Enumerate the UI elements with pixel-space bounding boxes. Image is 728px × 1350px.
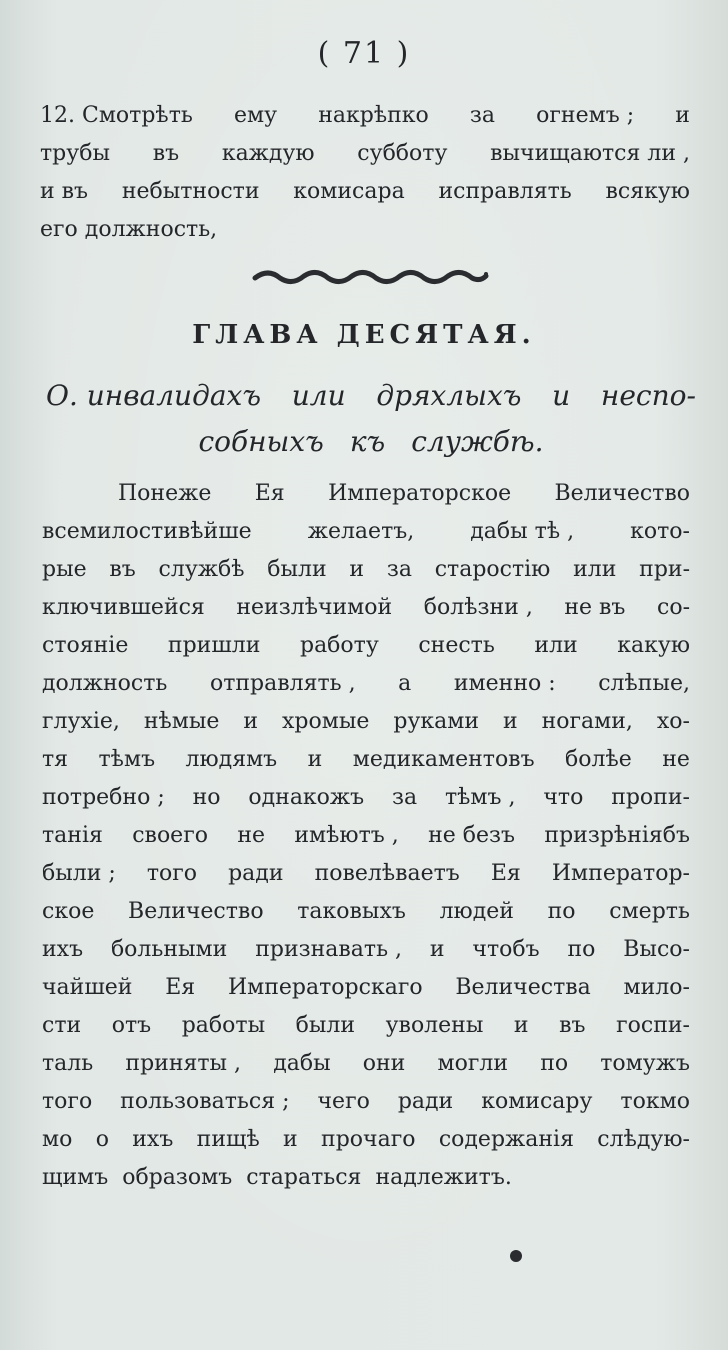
word: и — [307, 746, 323, 772]
text-line — [42, 512, 690, 550]
word: кото- — [630, 518, 690, 544]
text-line — [40, 210, 690, 248]
text-line — [42, 778, 690, 816]
word: въ — [559, 1012, 586, 1038]
word: и — [513, 1012, 529, 1038]
word: таковыхъ — [297, 898, 406, 924]
word: были ; — [42, 860, 116, 886]
word: слѣдую- — [597, 1126, 690, 1152]
word: чайшей — [42, 974, 133, 1000]
word: при- — [639, 556, 690, 582]
word: Император- — [551, 860, 690, 886]
word: вычищаются ли , — [490, 140, 690, 166]
word: должность — [42, 670, 168, 696]
word: накрѣпко — [318, 102, 429, 128]
word: а — [398, 670, 412, 696]
word: за — [392, 784, 418, 810]
page-number: ( 71 ) — [317, 36, 411, 71]
word: и — [552, 378, 571, 412]
word: людей — [439, 898, 514, 924]
word: могли — [437, 1050, 509, 1076]
word: были — [295, 1012, 356, 1038]
word: признавать , — [255, 936, 403, 962]
word: Высо- — [623, 936, 690, 962]
word: не въ — [564, 594, 626, 620]
word: прочаго — [321, 1126, 416, 1152]
word: или — [573, 556, 617, 582]
text-line — [42, 930, 690, 968]
word: службѣ. — [411, 424, 544, 458]
word: имѣютъ , — [294, 822, 399, 848]
ornament-divider — [250, 264, 490, 288]
word: субботу — [357, 140, 448, 166]
word: и въ — [40, 178, 89, 204]
word: томужъ — [600, 1050, 690, 1076]
word: трубы — [40, 140, 110, 166]
word: Понеже — [118, 480, 212, 506]
word: въ — [152, 140, 180, 166]
text-line — [40, 96, 690, 134]
word: комисару — [481, 1088, 593, 1114]
text-line — [40, 172, 690, 210]
word: со- — [657, 594, 690, 620]
word: каждую — [221, 140, 315, 166]
word: смерть — [609, 898, 690, 924]
chapter-subtitle — [46, 372, 696, 464]
word: неизлѣчимой — [236, 594, 393, 620]
word: и — [429, 936, 445, 962]
word: ему — [233, 102, 278, 128]
word: ногами, — [541, 708, 633, 734]
word: неспо- — [600, 378, 696, 412]
word: ради — [228, 860, 284, 886]
word: небытности — [121, 178, 260, 204]
word: отъ — [111, 1012, 152, 1038]
word: призрѣніябъ — [544, 822, 690, 848]
text-line — [42, 968, 690, 1006]
word: именно : — [453, 670, 556, 696]
word: однакожъ — [248, 784, 365, 810]
word: руками — [393, 708, 480, 734]
word: образомъ — [122, 1164, 233, 1190]
text-line — [42, 740, 690, 778]
text-line — [42, 550, 690, 588]
word: огнемъ ; — [536, 102, 635, 128]
word: тѣмъ — [98, 746, 156, 772]
text-line — [42, 892, 690, 930]
word: и — [502, 708, 518, 734]
word: и — [283, 1126, 298, 1152]
word: болѣзни , — [423, 594, 533, 620]
text-line — [40, 134, 690, 172]
word: Ея — [490, 860, 521, 886]
word: слѣпые, — [598, 670, 690, 696]
word: собныхъ — [198, 424, 324, 458]
word: желаетъ, — [307, 518, 415, 544]
body-paragraph — [42, 474, 690, 1196]
word: по — [567, 936, 596, 962]
text-line — [42, 1158, 690, 1196]
word: пользоваться ; — [120, 1088, 290, 1114]
text-line — [42, 1082, 690, 1120]
text-line — [42, 474, 690, 512]
word: къ — [349, 424, 386, 458]
word: мило- — [623, 974, 690, 1000]
word: службѣ — [158, 556, 245, 582]
word: отправлять , — [209, 670, 356, 696]
word: не — [662, 746, 690, 772]
word: того — [146, 860, 198, 886]
word: но — [192, 784, 221, 810]
text-line — [42, 816, 690, 854]
word: или — [534, 632, 578, 658]
word: мо — [42, 1126, 73, 1152]
word: щимъ — [42, 1164, 109, 1190]
word: уволены — [385, 1012, 484, 1038]
word: госпи- — [616, 1012, 690, 1038]
word: и — [243, 708, 259, 734]
word: комисара — [293, 178, 405, 204]
text-line — [42, 1044, 690, 1082]
word: они — [362, 1050, 406, 1076]
word: О. инвалидахъ — [46, 378, 261, 412]
text-line — [42, 626, 690, 664]
text-line — [42, 1006, 690, 1044]
text-line — [42, 854, 690, 892]
word: Императорскаго — [227, 974, 423, 1000]
word: снесть — [418, 632, 495, 658]
word: Ея — [165, 974, 196, 1000]
word: за — [386, 556, 412, 582]
word: о — [95, 1126, 109, 1152]
word: ради — [397, 1088, 454, 1114]
word: дряхлыхъ — [376, 378, 522, 412]
word: нѣмые — [143, 708, 220, 734]
word: ихъ — [132, 1126, 174, 1152]
word: 12. Смотрѣть — [40, 102, 193, 128]
word: и — [349, 556, 365, 582]
word: въ — [109, 556, 136, 582]
word: стараться — [246, 1164, 362, 1190]
word: ихъ — [42, 936, 84, 962]
item-12-paragraph — [40, 96, 690, 248]
word: не безъ — [428, 822, 516, 848]
word: людямъ — [185, 746, 278, 772]
word: токмо — [620, 1088, 690, 1114]
word: повелѣваетъ — [314, 860, 460, 886]
ink-dot — [510, 1250, 522, 1262]
word: приняты , — [125, 1050, 242, 1076]
text-line — [42, 702, 690, 740]
word: по — [540, 1050, 569, 1076]
word: того — [42, 1088, 93, 1114]
subtitle-line — [46, 418, 696, 464]
word: хромые — [282, 708, 370, 734]
word: его должность, — [40, 216, 218, 242]
word: всякую — [605, 178, 690, 204]
word: глухіе, — [42, 708, 120, 734]
word: Величество — [128, 898, 264, 924]
word: что — [543, 784, 584, 810]
word: старостію — [434, 556, 551, 582]
word: рые — [42, 556, 87, 582]
word: Императорское — [328, 480, 512, 506]
word: пришли — [167, 632, 261, 658]
word: или — [291, 378, 346, 412]
word: больными — [110, 936, 228, 962]
chapter-title: ГЛАВА ДЕСЯТАЯ. — [192, 320, 536, 350]
word: за — [469, 102, 496, 128]
word: медикаментовъ — [352, 746, 535, 772]
word: всемилостивѣйше — [42, 518, 252, 544]
word: хо- — [656, 708, 690, 734]
word: сти — [42, 1012, 82, 1038]
word: содержанія — [438, 1126, 574, 1152]
text-line — [42, 664, 690, 702]
text-line — [42, 1120, 690, 1158]
word: танія — [42, 822, 103, 848]
word: надлежитъ. — [375, 1164, 512, 1190]
word: потребно ; — [42, 784, 165, 810]
word: своего — [132, 822, 208, 848]
word: работы — [181, 1012, 266, 1038]
word: тя — [42, 746, 69, 772]
word: по — [547, 898, 576, 924]
word: пищѣ — [196, 1126, 260, 1152]
word: Величества — [455, 974, 591, 1000]
word: ское — [42, 898, 95, 924]
word: исправлять — [438, 178, 572, 204]
word: дабы тѣ , — [470, 518, 575, 544]
word: стояніе — [42, 632, 129, 658]
word: болѣе — [565, 746, 632, 772]
word: таль — [42, 1050, 94, 1076]
word: Ея — [254, 480, 285, 506]
word: какую — [617, 632, 690, 658]
word: Величество — [554, 480, 690, 506]
word: и — [675, 102, 690, 128]
word: ключившейся — [42, 594, 205, 620]
word: не — [237, 822, 266, 848]
subtitle-line — [46, 372, 696, 418]
word: чтобъ — [472, 936, 540, 962]
text-line — [42, 588, 690, 626]
word: дабы — [273, 1050, 331, 1076]
word: пропи- — [611, 784, 690, 810]
word: работу — [299, 632, 379, 658]
word: были — [267, 556, 327, 582]
word: чего — [317, 1088, 370, 1114]
word: тѣмъ , — [444, 784, 516, 810]
